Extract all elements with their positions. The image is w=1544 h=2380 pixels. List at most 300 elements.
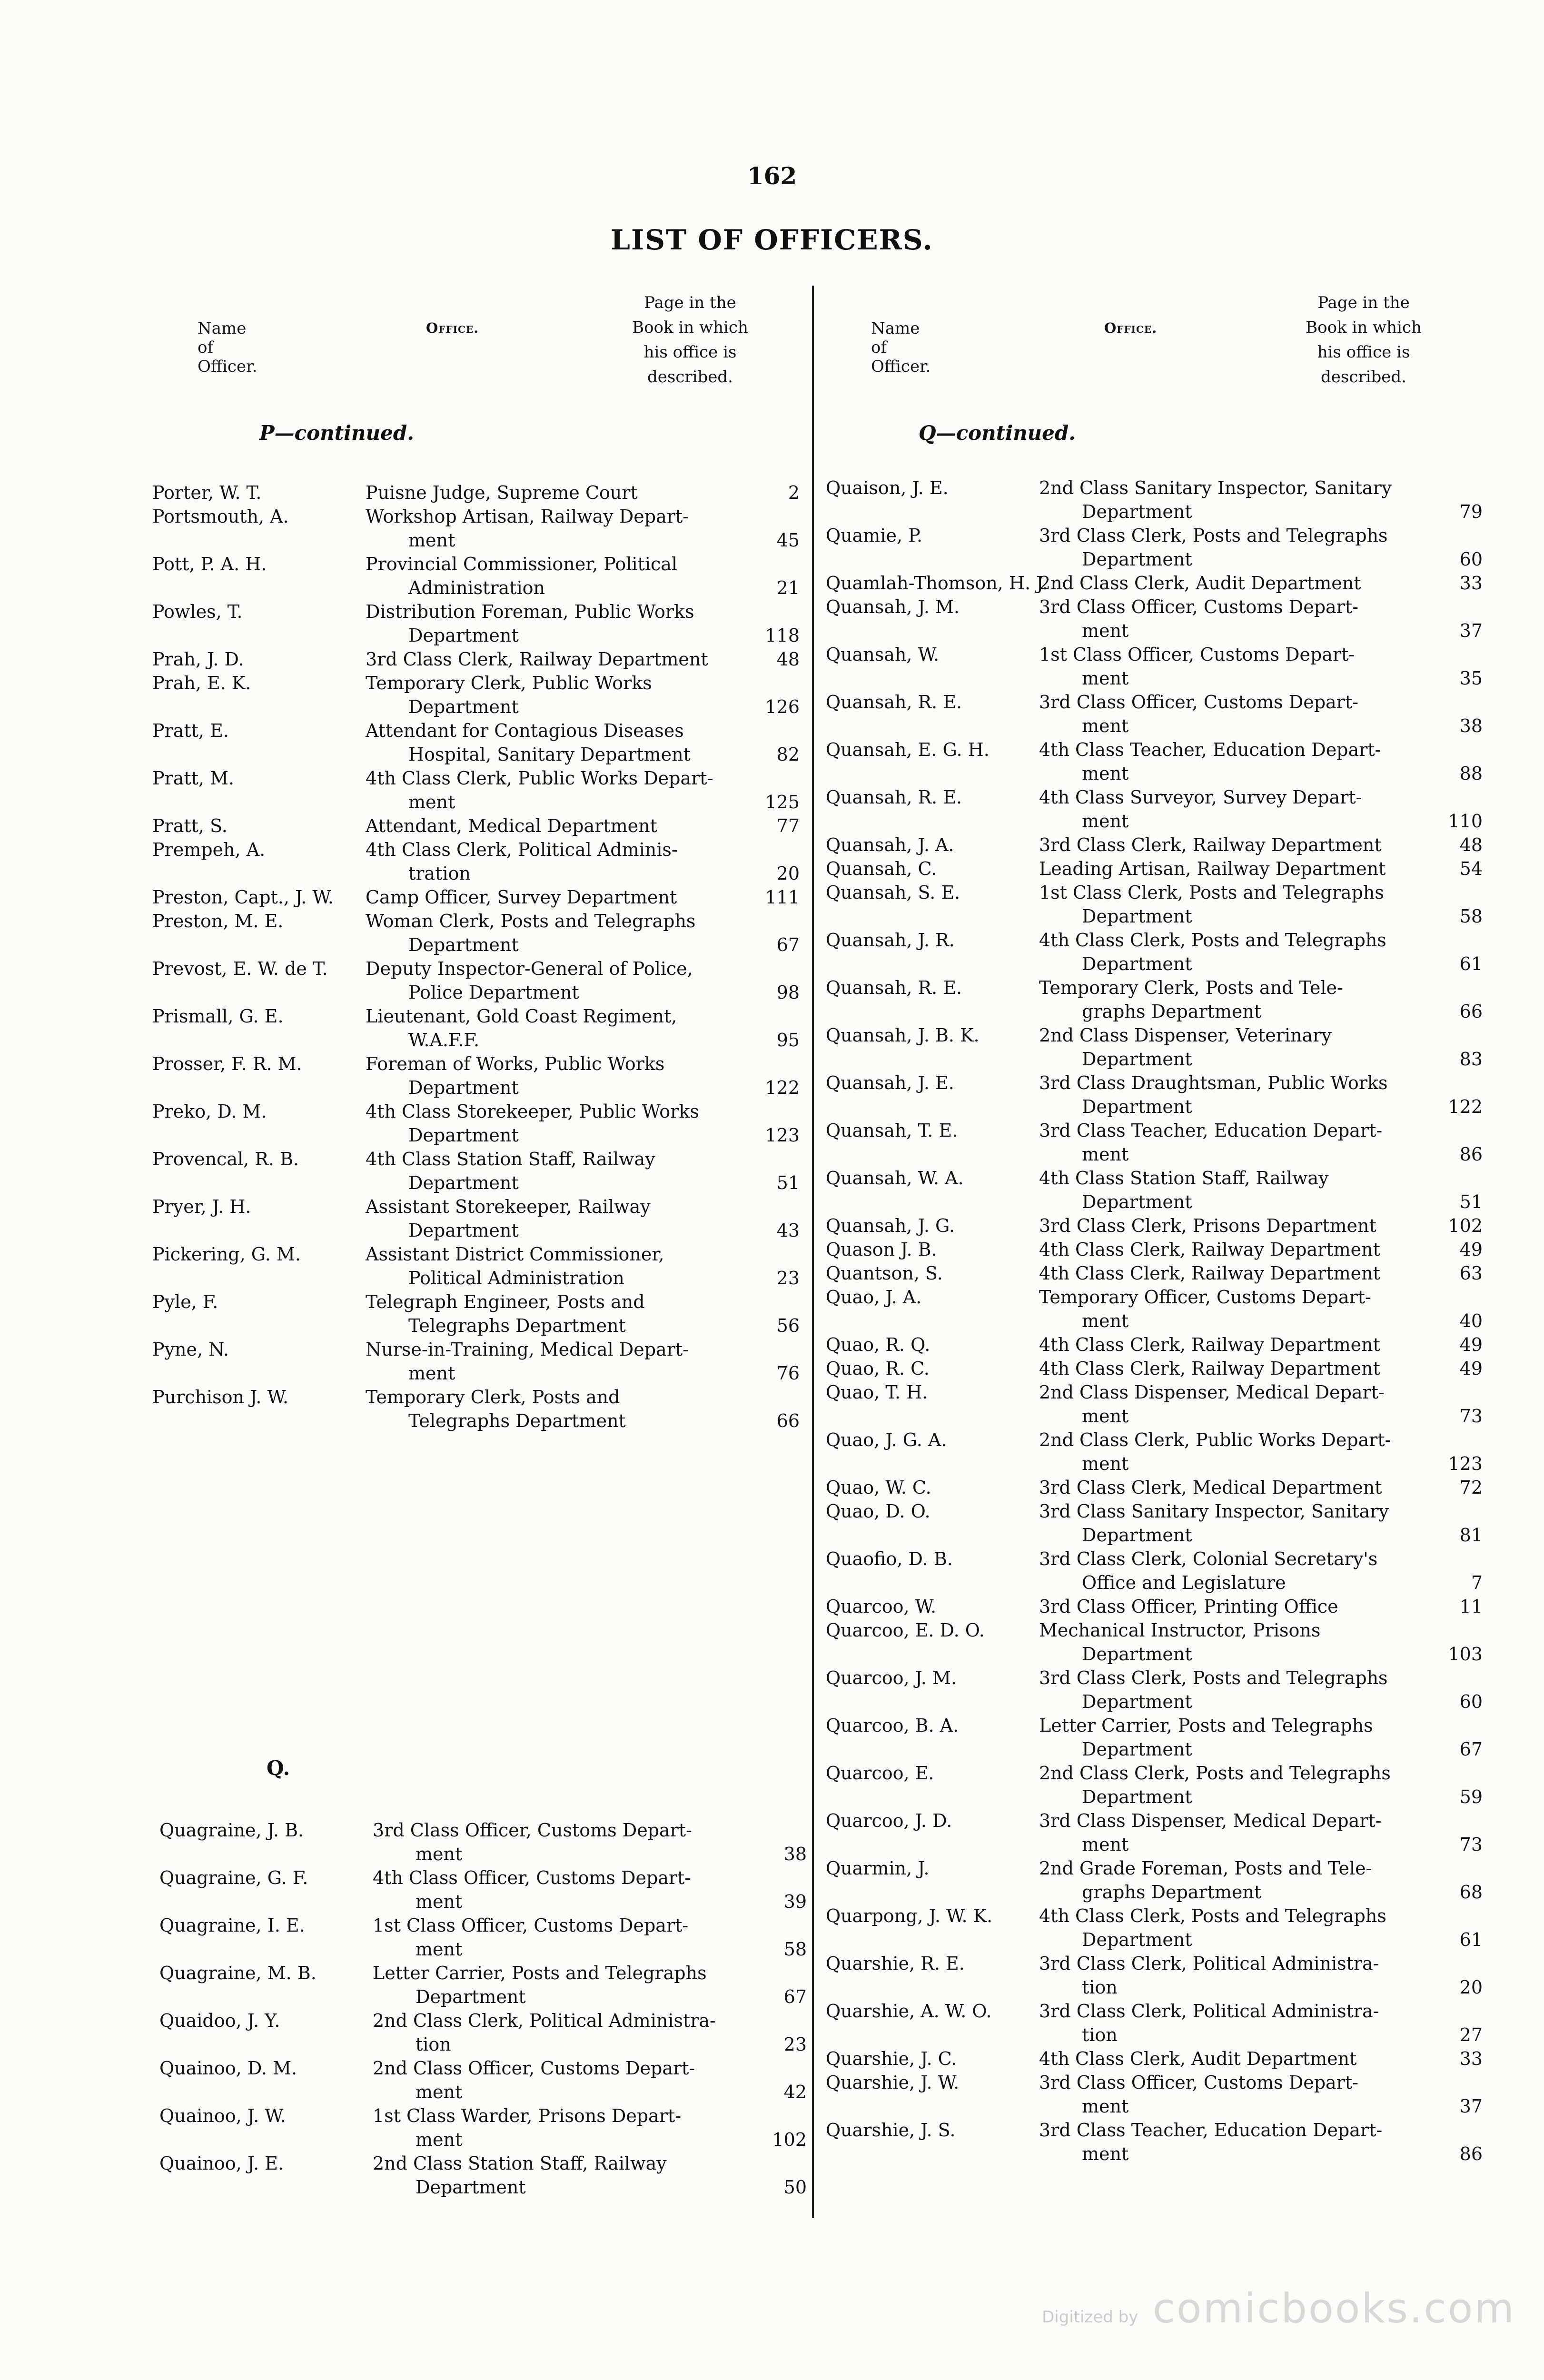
officer-office xyxy=(366,1385,757,1433)
officer-name: Prah, J. D. xyxy=(152,649,244,670)
officer-office xyxy=(1039,571,1440,595)
officer-name: Prismall, G. E. xyxy=(152,1006,284,1027)
page-ref: 20 xyxy=(776,863,800,884)
officer-office xyxy=(1039,1285,1440,1333)
officer-office xyxy=(366,838,757,885)
officer-name: Prosser, F. R. M. xyxy=(152,1053,302,1074)
officer-office xyxy=(1039,1547,1440,1595)
officer-name: Quaidoo, J. Y. xyxy=(159,2010,280,2031)
list-item xyxy=(826,785,1487,833)
page-ref: 73 xyxy=(1459,1406,1483,1427)
page-ref: 67 xyxy=(783,1986,807,2007)
office-line: 4th Class Clerk, Railway Department xyxy=(1039,1334,1380,1355)
page-ref: 103 xyxy=(1448,1644,1483,1665)
header-page-line: Book in which xyxy=(632,318,748,337)
officer-office xyxy=(366,1195,757,1242)
officer-office xyxy=(1039,976,1440,1023)
office-line: Department xyxy=(408,1220,519,1241)
office-line: 2nd Class Clerk, Public Works Depart- xyxy=(1039,1429,1391,1450)
page-ref: 2 xyxy=(788,482,800,503)
page-ref: 48 xyxy=(1459,834,1483,855)
officer-name: Quansah, W. A. xyxy=(826,1168,964,1189)
office-line: Department xyxy=(408,625,519,646)
list-item xyxy=(152,766,804,814)
officer-office xyxy=(373,2056,764,2104)
office-line: 4th Class Officer, Customs Depart- xyxy=(373,1867,691,1888)
office-line: Hospital, Sanitary Department xyxy=(408,744,691,765)
page-number: 162 xyxy=(747,162,797,190)
list-item xyxy=(159,1818,812,1866)
page-ref: 37 xyxy=(1459,620,1483,641)
page-ref: 122 xyxy=(1448,1096,1483,1117)
office-line: Office and Legislature xyxy=(1082,1572,1286,1593)
officer-office xyxy=(366,1242,757,1290)
page-ref: 58 xyxy=(1459,906,1483,927)
list-item xyxy=(826,857,1487,881)
page-title: LIST OF OFFICERS. xyxy=(611,224,933,256)
list-item xyxy=(826,1333,1487,1357)
officer-office xyxy=(366,1147,757,1195)
header-page-line: described. xyxy=(1321,367,1406,387)
office-line: 3rd Class Officer, Printing Office xyxy=(1039,1596,1338,1617)
page-ref: 20 xyxy=(1459,1977,1483,1998)
office-line: Nurse-in-Training, Medical Depart- xyxy=(366,1339,689,1360)
office-line: Department xyxy=(408,934,519,955)
officer-name: Preston, Capt., J. W. xyxy=(152,887,334,908)
officer-name: Porter, W. T. xyxy=(152,482,262,503)
list-item xyxy=(152,1242,804,1290)
office-line: 4th Class Clerk, Railway Department xyxy=(1039,1358,1380,1379)
office-line: Lieutenant, Gold Coast Regiment, xyxy=(366,1006,677,1027)
list-item xyxy=(826,1904,1487,1952)
officer-name: Quansah, E. G. H. xyxy=(826,739,990,760)
officer-name: Quagraine, G. F. xyxy=(159,1867,308,1888)
page-ref: 40 xyxy=(1459,1310,1483,1331)
list-item xyxy=(152,505,804,552)
officer-name: Prevost, E. W. de T. xyxy=(152,958,328,979)
officer-name: Prempeh, A. xyxy=(152,839,266,860)
officer-office xyxy=(366,505,757,552)
officer-name: Quansah, J. B. K. xyxy=(826,1025,980,1046)
office-line: Letter Carrier, Posts and Telegraphs xyxy=(1039,1715,1373,1736)
officer-office xyxy=(373,2104,764,2152)
page-ref: 60 xyxy=(1459,549,1483,570)
page-ref: 83 xyxy=(1459,1049,1483,1070)
office-line: tration xyxy=(408,863,471,884)
officer-name: Quao, R. Q. xyxy=(826,1334,930,1355)
office-line: Department xyxy=(1082,1525,1192,1546)
officer-office xyxy=(366,481,757,505)
officer-name: Quarshie, J. S. xyxy=(826,2120,956,2141)
office-line: graphs Department xyxy=(1082,1882,1262,1903)
officer-name: Quainoo, J. W. xyxy=(159,2105,286,2126)
officer-office xyxy=(1039,1238,1440,1261)
officer-name: Quarshie, A. W. O. xyxy=(826,2001,992,2022)
officer-name: Quao, R. C. xyxy=(826,1358,930,1379)
page-ref: 76 xyxy=(776,1363,800,1384)
list-item xyxy=(152,1004,804,1052)
office-line: Camp Officer, Survey Department xyxy=(366,887,677,908)
officer-office xyxy=(1039,1357,1440,1380)
entry-list xyxy=(152,481,804,1433)
office-line: Temporary Officer, Customs Depart- xyxy=(1039,1287,1371,1308)
office-line: 1st Class Officer, Customs Depart- xyxy=(373,1915,689,1936)
office-line: Telegraphs Department xyxy=(408,1315,626,1336)
page-ref: 51 xyxy=(1459,1191,1483,1212)
list-item xyxy=(826,1595,1487,1618)
officer-name: Quagraine, J. B. xyxy=(159,1820,304,1841)
office-line: ment xyxy=(1082,668,1129,689)
officer-name: Prah, E. K. xyxy=(152,673,251,694)
office-line: ment xyxy=(1082,2096,1129,2117)
officer-office xyxy=(1039,1856,1440,1904)
officer-name: Quansah, J. R. xyxy=(826,930,955,951)
office-line: Department xyxy=(1082,1691,1192,1712)
list-item xyxy=(826,1666,1487,1714)
page-ref: 125 xyxy=(765,792,800,813)
list-item xyxy=(826,1499,1487,1547)
office-line: Foreman of Works, Public Works xyxy=(366,1053,665,1074)
officer-office xyxy=(373,2009,764,2056)
office-line: 3rd Class Clerk, Posts and Telegraphs xyxy=(1039,1667,1388,1688)
officer-office xyxy=(1039,524,1440,571)
list-item xyxy=(826,738,1487,785)
list-item xyxy=(826,1357,1487,1380)
officer-office xyxy=(366,957,757,1004)
header-page xyxy=(609,290,771,389)
list-item xyxy=(826,1714,1487,1761)
office-line: ment xyxy=(1082,1834,1129,1855)
office-line: Department xyxy=(1082,1191,1192,1212)
page-ref: 59 xyxy=(1459,1786,1483,1807)
office-line: tion xyxy=(1082,2024,1118,2045)
office-line: Deputy Inspector-General of Police, xyxy=(366,958,693,979)
page-ref: 72 xyxy=(1459,1477,1483,1498)
list-item xyxy=(152,1195,804,1242)
officer-name: Pickering, G. M. xyxy=(152,1244,301,1265)
officer-name: Quason J. B. xyxy=(826,1239,937,1260)
officer-name: Quarcoo, J. D. xyxy=(826,1810,952,1831)
right-column xyxy=(826,0,1487,2380)
officer-office xyxy=(1039,1380,1440,1428)
office-line: Provincial Commissioner, Political xyxy=(366,554,678,575)
page-ref: 27 xyxy=(1459,2024,1483,2045)
list-item xyxy=(152,1052,804,1100)
page-ref: 58 xyxy=(783,1939,807,1960)
list-item xyxy=(826,1476,1487,1499)
officer-office xyxy=(1039,833,1440,857)
page-ref: 82 xyxy=(776,744,800,765)
officer-name: Quaison, J. E. xyxy=(826,477,949,498)
page-ref: 37 xyxy=(1459,2096,1483,2117)
office-line: ment xyxy=(1082,763,1129,784)
office-line: 3rd Class Clerk, Political Administra- xyxy=(1039,2001,1379,2022)
officer-office xyxy=(1039,1714,1440,1761)
page-ref: 48 xyxy=(776,649,800,670)
list-item xyxy=(826,1119,1487,1166)
officer-office xyxy=(366,552,757,600)
header-page xyxy=(1283,290,1445,389)
list-item xyxy=(826,1285,1487,1333)
section-heading: Q—continued. xyxy=(919,421,1076,445)
header-name: Name of Officer. xyxy=(198,319,257,376)
page-ref: 110 xyxy=(1448,811,1483,832)
officer-name: Quansah, J. E. xyxy=(826,1072,954,1093)
page-ref: 50 xyxy=(783,2177,807,2198)
office-line: 4th Class Clerk, Posts and Telegraphs xyxy=(1039,930,1386,951)
office-line: 3rd Class Officer, Customs Depart- xyxy=(373,1820,692,1841)
list-item xyxy=(826,1023,1487,1071)
list-item xyxy=(826,476,1487,524)
list-item xyxy=(826,1999,1487,2047)
office-line: 2nd Class Clerk, Political Administra- xyxy=(373,2010,716,2031)
header-page-line: his office is xyxy=(1317,343,1410,362)
list-item xyxy=(152,957,804,1004)
officer-name: Quarcoo, W. xyxy=(826,1596,937,1617)
office-line: 4th Class Clerk, Railway Department xyxy=(1039,1263,1380,1284)
list-item xyxy=(826,1547,1487,1595)
officer-office xyxy=(366,766,757,814)
office-line: Attendant, Medical Department xyxy=(366,815,657,836)
office-line: 3rd Class Clerk, Railway Department xyxy=(366,649,708,670)
header-office: Office. xyxy=(1104,320,1158,336)
office-line: Leading Artisan, Railway Department xyxy=(1039,858,1386,879)
list-item xyxy=(826,1618,1487,1666)
office-line: Temporary Clerk, Posts and xyxy=(366,1387,620,1408)
page-ref: 39 xyxy=(783,1891,807,1912)
office-line: 4th Class Clerk, Posts and Telegraphs xyxy=(1039,1905,1386,1926)
officer-office xyxy=(1039,1333,1440,1357)
list-item xyxy=(826,1166,1487,1214)
officer-name: Powles, T. xyxy=(152,601,243,622)
officer-name: Quansah, J. M. xyxy=(826,596,960,617)
officer-name: Pratt, S. xyxy=(152,815,228,836)
list-item xyxy=(826,690,1487,738)
office-line: Puisne Judge, Supreme Court xyxy=(366,482,638,503)
page-ref: 63 xyxy=(1459,1263,1483,1284)
list-item xyxy=(826,928,1487,976)
officer-name: Quansah, C. xyxy=(826,858,937,879)
officer-office xyxy=(1039,1666,1440,1714)
page-ref: 33 xyxy=(1459,2048,1483,2069)
officer-office xyxy=(1039,928,1440,976)
officer-name: Quarpong, J. W. K. xyxy=(826,1905,993,1926)
page-ref: 123 xyxy=(765,1125,800,1146)
officer-office xyxy=(373,1818,764,1866)
office-line: 4th Class Teacher, Education Depart- xyxy=(1039,739,1381,760)
office-line: ment xyxy=(1082,1310,1129,1331)
officer-name: Pyne, N. xyxy=(152,1339,229,1360)
office-line: 2nd Class Officer, Customs Depart- xyxy=(373,2058,695,2079)
officer-office xyxy=(1039,785,1440,833)
office-line: 2nd Class Clerk, Posts and Telegraphs xyxy=(1039,1763,1391,1784)
officer-name: Quarshie, J. W. xyxy=(826,2072,960,2093)
header-page-line: described. xyxy=(647,367,733,387)
officer-office xyxy=(366,1004,757,1052)
office-line: 3rd Class Clerk, Political Administra- xyxy=(1039,1953,1379,1974)
office-line: Department xyxy=(408,1077,519,1098)
page-ref: 11 xyxy=(1459,1596,1483,1617)
officer-office xyxy=(1039,857,1440,881)
officer-office xyxy=(366,671,757,719)
officer-office xyxy=(1039,1261,1440,1285)
officer-office xyxy=(1039,1476,1440,1499)
officer-name: Portsmouth, A. xyxy=(152,506,289,527)
officer-office xyxy=(366,1338,757,1385)
page-ref: 38 xyxy=(783,1844,807,1864)
page-ref: 23 xyxy=(783,2034,807,2055)
office-line: 4th Class Clerk, Railway Department xyxy=(1039,1239,1380,1260)
list-item xyxy=(159,2152,812,2199)
list-item xyxy=(152,1338,804,1385)
officer-office xyxy=(1039,2118,1440,2166)
page-ref: 73 xyxy=(1459,1834,1483,1855)
officer-office xyxy=(1039,476,1440,524)
officer-office xyxy=(366,1100,757,1147)
list-item xyxy=(159,1961,812,2009)
office-line: Department xyxy=(1082,906,1192,927)
list-item xyxy=(152,1385,804,1433)
officer-name: Pratt, M. xyxy=(152,768,235,789)
section-heading: P—continued. xyxy=(259,421,414,445)
office-line: graphs Department xyxy=(1082,1001,1262,1022)
page-ref: 61 xyxy=(1459,953,1483,974)
office-line: Workshop Artisan, Railway Depart- xyxy=(366,506,689,527)
officer-name: Quainoo, J. E. xyxy=(159,2153,284,2174)
office-line: ment xyxy=(1082,620,1129,641)
officer-office xyxy=(1039,595,1440,643)
office-line: Telegraphs Department xyxy=(408,1410,626,1431)
page-ref: 102 xyxy=(772,2129,807,2150)
page-ref: 126 xyxy=(765,696,800,717)
officer-name: Pryer, J. H. xyxy=(152,1196,251,1217)
officer-office xyxy=(366,885,757,909)
officer-name: Quarcoo, J. M. xyxy=(826,1667,957,1688)
officer-name: Quarcoo, E. D. O. xyxy=(826,1620,985,1641)
officer-name: Quansah, J. G. xyxy=(826,1215,955,1236)
office-line: Department xyxy=(1082,1096,1192,1117)
office-line: 2nd Class Dispenser, Veterinary xyxy=(1039,1025,1332,1046)
list-item xyxy=(152,1100,804,1147)
entry-list xyxy=(826,476,1487,2166)
officer-office xyxy=(1039,1952,1440,1999)
watermark-small: Digitized by xyxy=(1042,2308,1138,2327)
officer-name: Preko, D. M. xyxy=(152,1101,267,1122)
officer-office xyxy=(1039,690,1440,738)
officer-office xyxy=(1039,1809,1440,1856)
list-item xyxy=(826,595,1487,643)
list-item xyxy=(826,643,1487,690)
page-ref: 43 xyxy=(776,1220,800,1241)
list-item xyxy=(152,909,804,957)
page-ref: 51 xyxy=(776,1172,800,1193)
list-item xyxy=(826,1952,1487,1999)
officer-name: Quamie, P. xyxy=(826,525,923,546)
officer-office xyxy=(366,814,757,838)
page-ref: 35 xyxy=(1459,668,1483,689)
entry-list xyxy=(159,1818,812,2199)
watermark xyxy=(1042,2285,1515,2332)
office-line: 4th Class Storekeeper, Public Works xyxy=(366,1101,699,1122)
office-line: 4th Class Clerk, Audit Department xyxy=(1039,2048,1357,2069)
page-ref: 102 xyxy=(1448,1215,1483,1236)
office-line: ment xyxy=(416,1939,463,1960)
office-line: Mechanical Instructor, Prisons xyxy=(1039,1620,1321,1641)
officer-office xyxy=(1039,881,1440,928)
page-ref: 86 xyxy=(1459,1144,1483,1165)
page-ref: 66 xyxy=(1459,1001,1483,1022)
list-item xyxy=(152,481,804,505)
list-item xyxy=(826,2071,1487,2118)
office-line: 3rd Class Draughtsman, Public Works xyxy=(1039,1072,1388,1093)
office-line: Department xyxy=(1082,1644,1192,1665)
page-ref: 77 xyxy=(776,815,800,836)
officer-office xyxy=(1039,1214,1440,1238)
office-line: ment xyxy=(1082,811,1129,832)
officer-name: Quaofio, D. B. xyxy=(826,1548,953,1569)
header-page-line: his office is xyxy=(643,343,737,362)
list-item xyxy=(159,1866,812,1914)
page-ref: 118 xyxy=(765,625,800,646)
officer-office xyxy=(1039,1904,1440,1952)
office-line: ment xyxy=(408,792,455,813)
officer-office xyxy=(366,719,757,766)
officer-office xyxy=(1039,1023,1440,1071)
page-ref: 67 xyxy=(776,934,800,955)
list-item xyxy=(826,1761,1487,1809)
office-line: 2nd Class Sanitary Inspector, Sanitary xyxy=(1039,477,1392,498)
list-item xyxy=(152,600,804,647)
office-line: 2nd Class Clerk, Audit Department xyxy=(1039,573,1361,594)
list-item xyxy=(152,1147,804,1195)
office-line: ment xyxy=(416,2129,463,2150)
office-line: ment xyxy=(416,1891,463,1912)
page-ref: 79 xyxy=(1459,501,1483,522)
officer-office xyxy=(373,2152,764,2199)
page-ref: 61 xyxy=(1459,1929,1483,1950)
officer-name: Quao, W. C. xyxy=(826,1477,931,1498)
officer-office xyxy=(373,1914,764,1961)
office-line: 3rd Class Clerk, Railway Department xyxy=(1039,834,1382,855)
page-ref: 49 xyxy=(1459,1334,1483,1355)
office-line: ment xyxy=(408,530,455,551)
officer-office xyxy=(1039,1499,1440,1547)
officer-name: Quansah, T. E. xyxy=(826,1120,958,1141)
office-line: 1st Class Warder, Prisons Depart- xyxy=(373,2105,682,2126)
office-line: 4th Class Clerk, Political Adminis- xyxy=(366,839,678,860)
list-item xyxy=(826,1809,1487,1856)
page-ref: 123 xyxy=(1448,1453,1483,1474)
header-page-line: Page in the xyxy=(644,293,736,312)
list-item xyxy=(826,1428,1487,1476)
officer-office xyxy=(1039,1595,1440,1618)
header-page-line: Page in the xyxy=(1317,293,1410,312)
office-line: Department xyxy=(1082,501,1192,522)
list-item xyxy=(826,1214,1487,1238)
office-line: Department xyxy=(1082,549,1192,570)
officer-office xyxy=(1039,2071,1440,2118)
office-line: 3rd Class Officer, Customs Depart- xyxy=(1039,2072,1358,2093)
office-line: 3rd Class Teacher, Education Depart- xyxy=(1039,1120,1383,1141)
officer-office xyxy=(1039,1761,1440,1809)
office-line: Administration xyxy=(408,577,545,598)
officer-name: Purchison J. W. xyxy=(152,1387,288,1408)
officer-name: Quansah, R. E. xyxy=(826,692,962,713)
officer-name: Quansah, W. xyxy=(826,644,940,665)
office-line: 3rd Class Sanitary Inspector, Sanitary xyxy=(1039,1501,1389,1522)
page-ref: 98 xyxy=(776,982,800,1003)
list-item xyxy=(826,1071,1487,1119)
